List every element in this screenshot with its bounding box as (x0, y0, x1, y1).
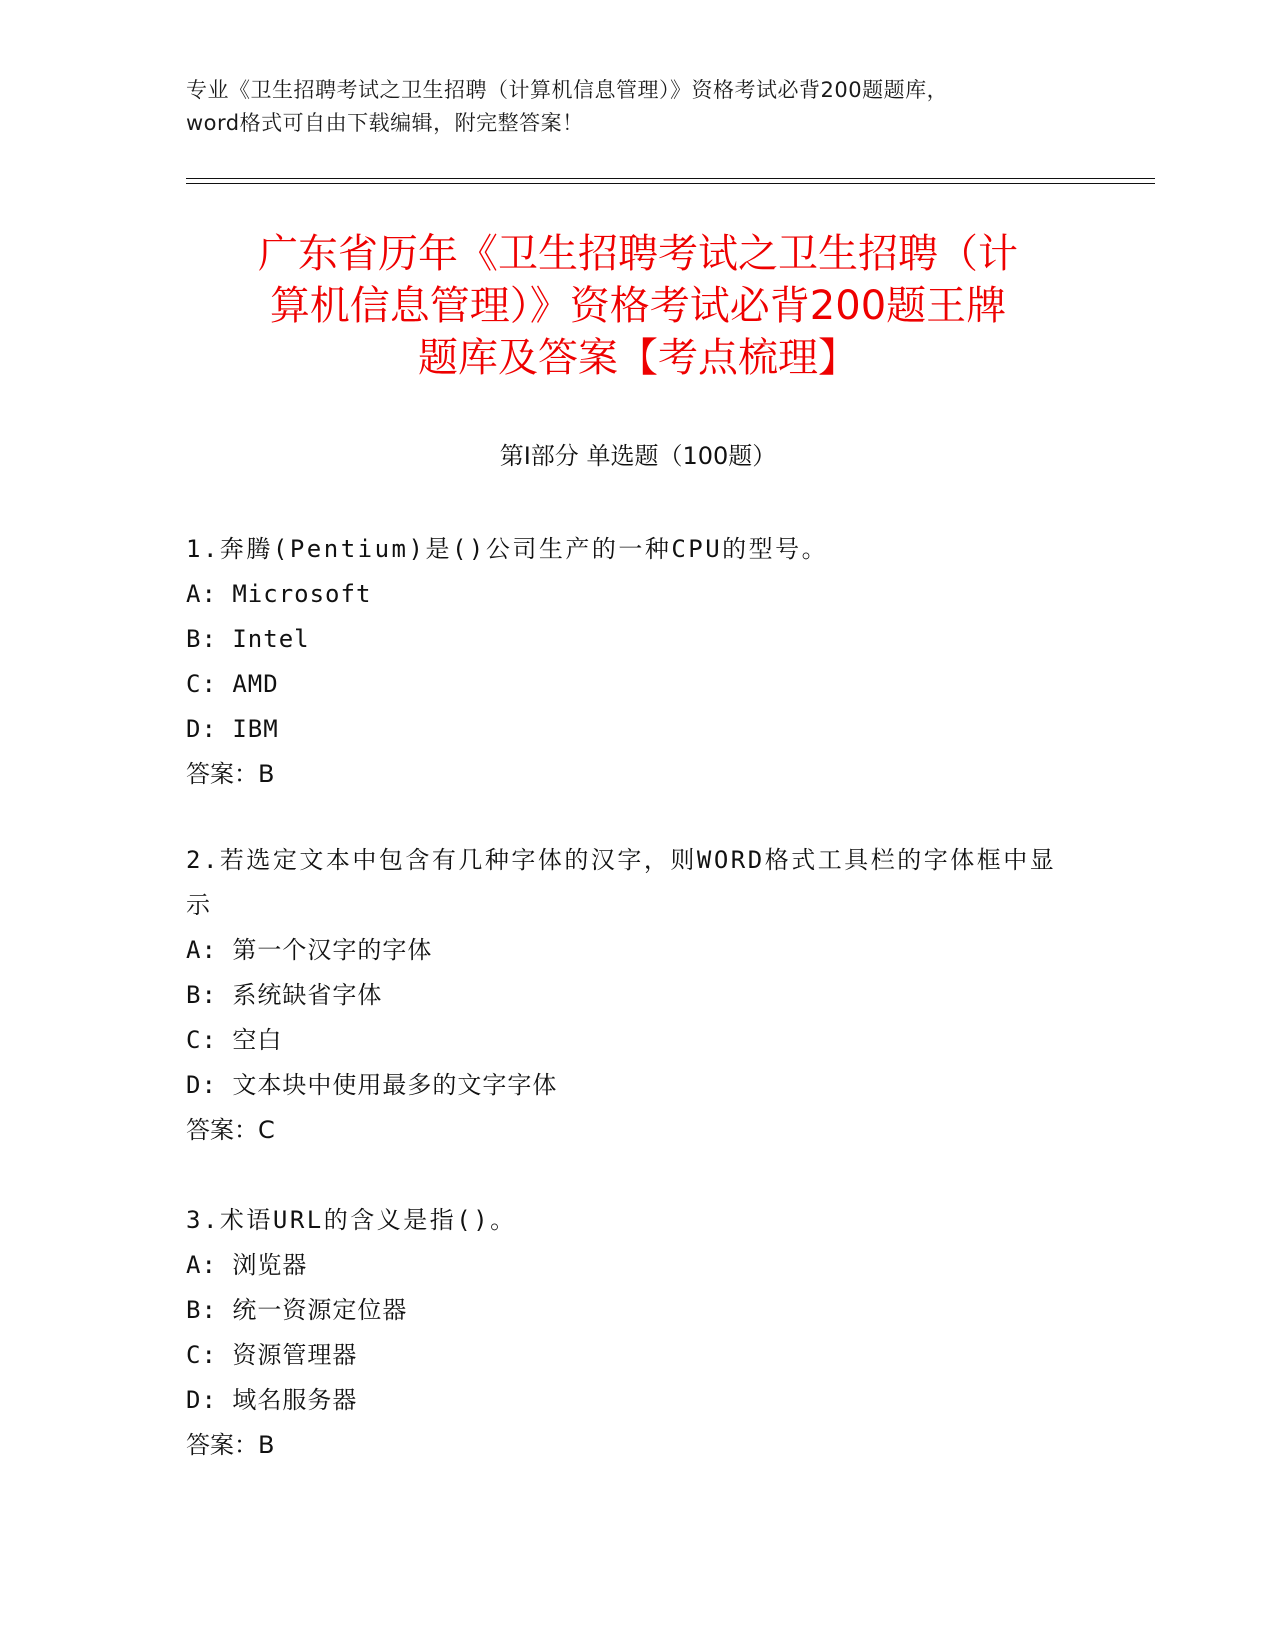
header-divider-top (186, 178, 1155, 179)
option-a: A: 第一个汉字的字体 (186, 936, 433, 964)
option-b: B: 系统缺省字体 (186, 981, 383, 1009)
question-1 (186, 527, 1066, 797)
option-b: B: Intel (186, 625, 310, 653)
intro-line-1: 专业《卫生招聘考试之卫生招聘（计算机信息管理）》资格考试必背200题题库， (186, 78, 949, 102)
answer: 答案：B (186, 760, 275, 788)
option-c: C: 空白 (186, 1026, 283, 1054)
option-d: D: IBM (186, 715, 279, 743)
document-title (186, 228, 1090, 384)
answer: 答案：B (186, 1431, 275, 1459)
question-stem: 2.若选定文本中包含有几种字体的汉字，则WORD格式工具栏的字体框中显示 (186, 846, 1057, 919)
header-divider-bottom (186, 183, 1155, 184)
title-line-2: 算机信息管理）》资格考试必背200题王牌 (269, 283, 1007, 329)
intro-line-2: word格式可自由下载编辑，附完整答案！ (186, 111, 584, 135)
option-b: B: 统一资源定位器 (186, 1296, 408, 1324)
option-a: A: Microsoft (186, 580, 372, 608)
option-c: C: 资源管理器 (186, 1341, 358, 1369)
option-c: C: AMD (186, 670, 279, 698)
title-line-1: 广东省历年《卫生招聘考试之卫生招聘（计 (258, 231, 1018, 277)
question-stem: 1.奔腾(Pentium)是()公司生产的一种CPU的型号。 (186, 535, 829, 563)
option-a: A: 浏览器 (186, 1251, 308, 1279)
option-d: D: 文本块中使用最多的文字字体 (186, 1071, 558, 1099)
answer: 答案：C (186, 1116, 275, 1144)
title-line-3: 题库及答案【考点梳理】 (418, 335, 858, 381)
option-d: D: 域名服务器 (186, 1386, 358, 1414)
document-intro (186, 74, 1086, 140)
question-2 (186, 838, 1066, 1153)
question-3 (186, 1198, 1066, 1468)
question-stem: 3.术语URL的含义是指()。 (186, 1206, 517, 1234)
section-title: 第Ⅰ部分 单选题（100题） (499, 442, 777, 470)
